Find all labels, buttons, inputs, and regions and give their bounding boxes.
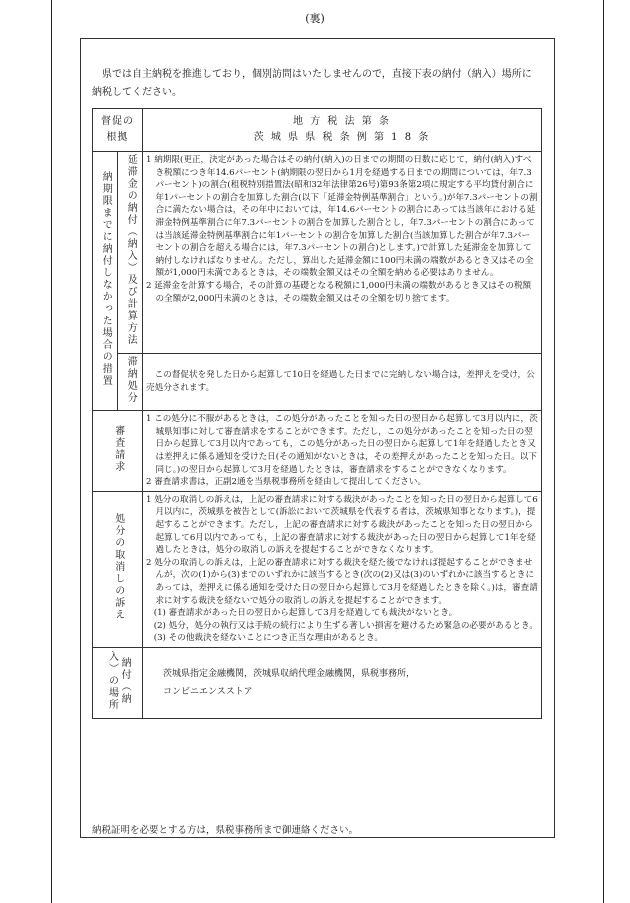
right-margin-line (603, 0, 604, 903)
basho-line-1: 茨城県指定金融機関，茨城県収納代理金融機関，県税事務所， (163, 669, 416, 680)
basho-text (143, 647, 542, 719)
sosho-para-2: 2 処分の取消しの訴えは，上記の審査請求に対する裁決を経た後でなければ提起することができませんが，次の(1)から(3)までのいずれかに該当するとき(次の(2)又は(3)のいずれかに該当するときにあっては，差押えに係る通知を受けた日の翌日から起算して3月を経過したときを除く。)は，審査請求に対する裁決を経ないで処分の取消しの訴えを提起することができます。 (146, 557, 538, 606)
page-side-label: (裏) (305, 12, 325, 25)
shinsa-para-1: 1 この処分に不服があるときは，この処分があったことを知った日の翌日から起算して3月以内に，茨城県知事に対して審査請求をすることができます。ただし，この処分があったことを知った日の翌日から起算して3月以内であっても，この処分があった日の翌日から起算して1年を経過したとき又は差押えに係る通知を受けた日(その通知がないときは，その差押えがあったことを知った日。以下同じ。)の翌日から起算して3月を経過したときは，審査請求をすることができなくなります。 (146, 414, 538, 475)
entai-text (143, 152, 542, 354)
shobun-label: 滞納処分 (125, 355, 137, 404)
entai-label: 延滞金の納付（納入）及び計算方法 (125, 154, 137, 346)
nofu-label: 納期限までに納付しなかった場合の措置 (100, 170, 112, 387)
sosho-para-1: 1 処分の取消しの訴えは，上記の審査請求に対する裁決があったことを知った日の翌日から起算して6月以内に，茨城県を被告として(訴訟において茨城県を代表する者は，茨城県知事となります。)，提起することができます。ただし，上記の審査請求に対する裁決があったことを知った日の翌日から起算して6月以内であっても，上記の審査請求に対する裁決があった日の翌日から起算して1年を経過したときは，処分の取消しの訴えを提起することができなくなります。 (146, 494, 538, 556)
kyoso-label: 督促の根拠 (93, 109, 143, 152)
left-margin-line (51, 0, 52, 903)
row-shobun (93, 353, 542, 411)
sosho-label-cell (93, 491, 143, 647)
shinsa-text (143, 411, 542, 492)
entai-para-2: 2 延滞金を計算する場合，その計算の基礎となる税額に1,000円未満の端数があるとき又はその税額の全額が2,000円未満のときは，その端数金額又はその全額を切り捨てます。 (146, 280, 532, 304)
row-basho (93, 647, 542, 719)
sosho-text (143, 491, 542, 647)
footer-note: 納税証明を必要とする方は，県税事務所まで御連絡ください。 (92, 825, 359, 836)
basho-label: 納付（納入）の場所 (106, 650, 131, 711)
tax-notice-table (92, 108, 542, 719)
basho-label-cell (93, 647, 143, 719)
entai-label-cell (118, 152, 143, 354)
shobun-text-cell (143, 353, 542, 411)
kyoso-law (143, 109, 542, 152)
shinsa-para-2: 2 審査請求書は，正副2通を当県税事務所を経由して提出してください。 (146, 477, 427, 488)
sosho-item-1: (1) 審査請求があった日の翌日から起算して3月を経過しても裁決がないとき。 (153, 608, 458, 619)
shinsa-label-cell (93, 411, 143, 492)
shinsa-label: 審査請求 (112, 424, 124, 473)
nofu-label-cell (93, 152, 118, 411)
basho-line-2: コンビニエンスストア (163, 687, 253, 698)
row-sosho (93, 491, 542, 647)
intro-text: 県では自主納税を推進しており，個別訪問はいたしませんので，直接下表の納付（納入）場所に納税してください。 (92, 69, 532, 98)
row-entai (93, 152, 542, 354)
law-line-1: 地 方 税 法 第 条 (293, 116, 391, 127)
sosho-label: 処分の取消しの訴え (112, 513, 124, 622)
row-kyoso (93, 109, 542, 152)
shobun-text: この督促状を発した日から起算して10日を経過した日までに完納しない場合は，差押えを受け，公売処分されます。 (146, 370, 535, 393)
shobun-label-cell (118, 353, 143, 411)
sosho-item-3: (3) その他裁決を経ないことにつき正当な理由があるとき。 (153, 633, 383, 644)
law-line-2: 茨 城 県 県 税 条 例 第 1 8 条 (253, 132, 431, 143)
sosho-item-2: (2) 処分，処分の執行又は手続の続行により生ずる著しい損害を避けるため緊急の必要があるとき。 (153, 620, 538, 631)
entai-para-1: 1 納期限(更正，決定があった場合はその納付(納入)の日までの期間の日数に応じて，納付(納入)すべき税額につき年14.6パーセント(納期限の翌日から1月を経過する日までの期間については，年7.3パーセント)の割合(租税特別措置法(昭和32年法律第26号)第93条第2項に規定する平均貸付割合に年1パーセントの割合を加算した割合(以下「延滞金特例基準割合」という。)が年7.3パーセントの割合に満たない場合は，その年中においては，年14.6パーセントの割合にあっては当該年における延滞金特例基準割合に年7.3パーセントの割合を加算した割合とし，年7.3パーセントの割合にあっては当該延滞金特例基準割合に年1パーセントの割合を加算した割合(当該加算した割合が年7.3パーセントの割合を超える場合には，年7.3パーセントの割合)とします。)で計算した延滞金を加算して納付しなければなりません。ただし，算出した延滞金額に100円未満の端数があるとき又はその全額が1,000円未満であるときは，その端数金額又はその全額を納める必要はありません。 (146, 155, 538, 279)
row-shinsa (93, 411, 542, 492)
